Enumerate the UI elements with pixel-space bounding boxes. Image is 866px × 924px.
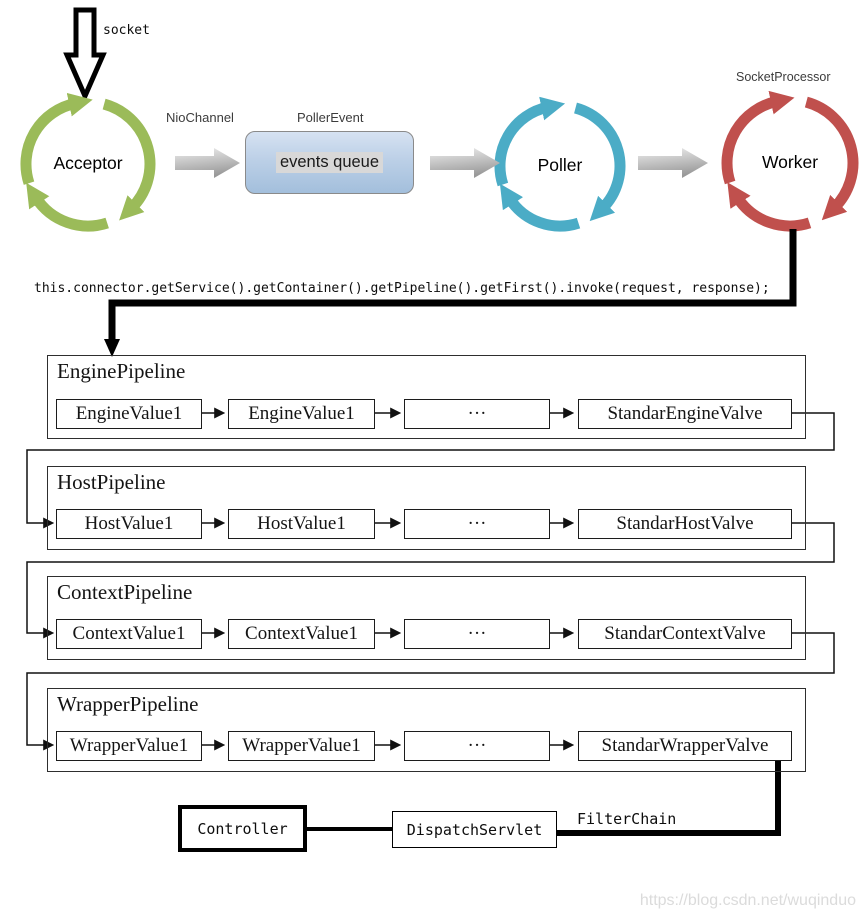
socketprocessor-label: SocketProcessor (736, 70, 831, 84)
engine-valve-box-2: EngineValue1 (228, 399, 375, 429)
poller-arc-3 (510, 199, 579, 226)
events-queue-label: events queue (276, 152, 383, 173)
worker-arc-3 (737, 197, 809, 226)
worker-label: Worker (761, 152, 819, 172)
socket-down-arrow-icon (67, 10, 103, 96)
context-standard-valve-box: StandarContextValve (578, 619, 792, 649)
acceptor-arc-3 (36, 198, 107, 226)
filterchain-label: FilterChain (577, 810, 677, 828)
host-valve-box-ellipsis: ··· (404, 509, 550, 539)
socket-label: socket (103, 23, 150, 38)
host-pipeline-label: HostPipeline (57, 470, 166, 494)
engine-standard-valve-box: StandarEngineValve (578, 399, 792, 429)
flow-arrow-acceptor-queue-icon (175, 148, 240, 178)
engine-pipeline-label: EnginePipeline (57, 359, 186, 383)
context-valve-box-2: ContextValue1 (228, 619, 375, 649)
engine-valve-box-1: EngineValue1 (56, 399, 202, 429)
watermark: https://blog.csdn.net/wuqinduo (639, 892, 856, 909)
host-valve-box-2: HostValue1 (228, 509, 375, 539)
wrapper-standard-valve-box: StandarWrapperValve (578, 731, 792, 761)
pollerevent-label: PollerEvent (297, 110, 364, 125)
poller-label: Poller (537, 155, 583, 175)
context-valve-box-ellipsis: ··· (404, 619, 550, 649)
wrapper-valve-box-ellipsis: ··· (404, 731, 550, 761)
controller-box: Controller (178, 805, 307, 852)
engine-valve-box-ellipsis: ··· (404, 399, 550, 429)
context-valve-box-1: ContextValue1 (56, 619, 202, 649)
wrapper-valve-box-2: WrapperValue1 (228, 731, 375, 761)
invoke-code-line: this.connector.getService().getContainer().getPipeline().getFirst().invoke(request, response); (34, 281, 770, 296)
flow-arrow-queue-poller-icon (430, 148, 500, 178)
wrapper-pipeline-label: WrapperPipeline (57, 692, 199, 716)
niochannel-label: NioChannel (166, 110, 234, 125)
events-queue-box (245, 131, 414, 194)
context-pipeline-label: ContextPipeline (57, 580, 193, 604)
wrapper-valve-box-1: WrapperValue1 (56, 731, 202, 761)
host-standard-valve-box: StandarHostValve (578, 509, 792, 539)
dispatch-servlet-box: DispatchServlet (392, 811, 557, 848)
flow-arrow-poller-worker-icon (638, 148, 708, 178)
host-valve-box-1: HostValue1 (56, 509, 202, 539)
acceptor-label: Acceptor (53, 153, 123, 173)
